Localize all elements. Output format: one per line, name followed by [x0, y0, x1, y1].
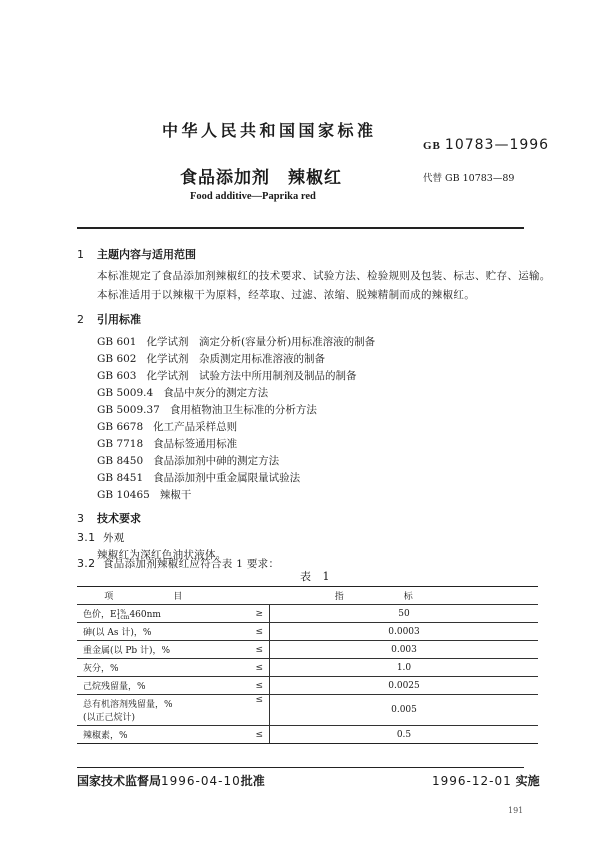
reference-item: GB 602 化学试剂 杂质测定用标准溶液的制备 [97, 353, 325, 365]
page-number: 191 [508, 806, 524, 815]
replaces-note: 代替 GB 10783—89 [423, 173, 515, 184]
standard-code [423, 137, 549, 153]
table-row [77, 605, 538, 623]
row-item: 重金属(以 Pb 计)，% [77, 641, 243, 659]
row-item: 辣椒素，% [77, 726, 243, 744]
row-item: 色价，E1% 1cm460nm [77, 605, 243, 623]
title-cn-part1: 食品添加剂 [180, 168, 270, 188]
document-title-cn [180, 163, 342, 188]
column-header-value: 指标 [270, 587, 539, 605]
approval-info: 国家技术监督局1996-04-10批准 [77, 774, 265, 788]
row-operator: ≤ [243, 726, 270, 744]
row-value: 0.003 [270, 641, 539, 659]
row-operator: ≥ [243, 605, 270, 623]
footer-divider [77, 767, 524, 768]
table-header-row [77, 587, 538, 605]
row-operator: ≤ [243, 659, 270, 677]
subsection-3-2-heading: 3.2 食品添加剂辣椒红应符合表 1 要求： [77, 557, 280, 570]
table-row [77, 659, 538, 677]
row-item: 己烷残留量，% [77, 677, 243, 695]
specification-table [77, 586, 538, 744]
row-value: 0.0003 [270, 623, 539, 641]
section-2-heading: 2 引用标准 [77, 313, 141, 326]
row-value: 50 [270, 605, 539, 623]
reference-item: GB 5009.37 食用植物油卫生标准的分析方法 [97, 404, 317, 416]
table-row [77, 641, 538, 659]
effective-info: 1996-12-01 实施 [432, 774, 540, 788]
reference-item: GB 5009.4 食品中灰分的测定方法 [97, 387, 269, 399]
row-operator: ≤ [243, 641, 270, 659]
table-row [77, 623, 538, 641]
row-value: 0.0025 [270, 677, 539, 695]
row-operator: ≤ [243, 677, 270, 695]
section-1-heading: 1 主题内容与适用范围 [77, 248, 196, 261]
reference-item: GB 6678 化工产品采样总则 [97, 421, 238, 433]
reference-item: GB 10465 辣椒干 [97, 489, 192, 501]
table-title: 表 1 [300, 570, 334, 583]
subsection-3-1-text: 辣椒红为深红色油状液体。 [97, 549, 227, 561]
row-item: 总有机溶剂残留量，% (以正己烷计) [77, 695, 243, 726]
section-1-para-1: 本标准规定了食品添加剂辣椒红的技术要求、试验方法、检验规则及包装、标志、贮存、运输。 [97, 270, 551, 282]
row-item: 砷(以 As 计)，% [77, 623, 243, 641]
table-row [77, 695, 538, 726]
table-row [77, 726, 538, 744]
issuing-organization: 中华人民共和国国家标准 [162, 121, 377, 140]
row-item: 灰分，% [77, 659, 243, 677]
reference-item: GB 7718 食品标签通用标准 [97, 438, 238, 450]
row-value: 0.005 [270, 695, 539, 726]
section-3-heading: 3 技术要求 [77, 512, 141, 525]
reference-item: GB 603 化学试剂 试验方法中所用制剂及制品的制备 [97, 370, 357, 382]
table-row [77, 677, 538, 695]
standard-number: 10783—1996 [444, 137, 550, 153]
reference-item: GB 8450 食品添加剂中砷的测定方法 [97, 455, 280, 467]
reference-item: GB 8451 食品添加剂中重金属限量试验法 [97, 472, 301, 484]
standard-prefix: GB [423, 140, 441, 152]
row-value: 1.0 [270, 659, 539, 677]
reference-item: GB 601 化学试剂 滴定分析(容量分析)用标准溶液的制备 [97, 336, 376, 348]
row-operator: ≤ [243, 695, 270, 726]
column-header-item: 项目 [77, 587, 270, 605]
document-title-en: Food additive—Paprika red [190, 191, 316, 202]
section-1-para-2: 本标准适用于以辣椒干为原料，经萃取、过滤、浓缩、脱辣精制而成的辣椒红。 [97, 289, 475, 301]
subsection-3-1-heading: 3.1 外观 [77, 531, 125, 544]
header-divider [77, 227, 524, 229]
row-value: 0.5 [270, 726, 539, 744]
title-cn-part2: 辣椒红 [288, 168, 342, 188]
row-operator: ≤ [243, 623, 270, 641]
